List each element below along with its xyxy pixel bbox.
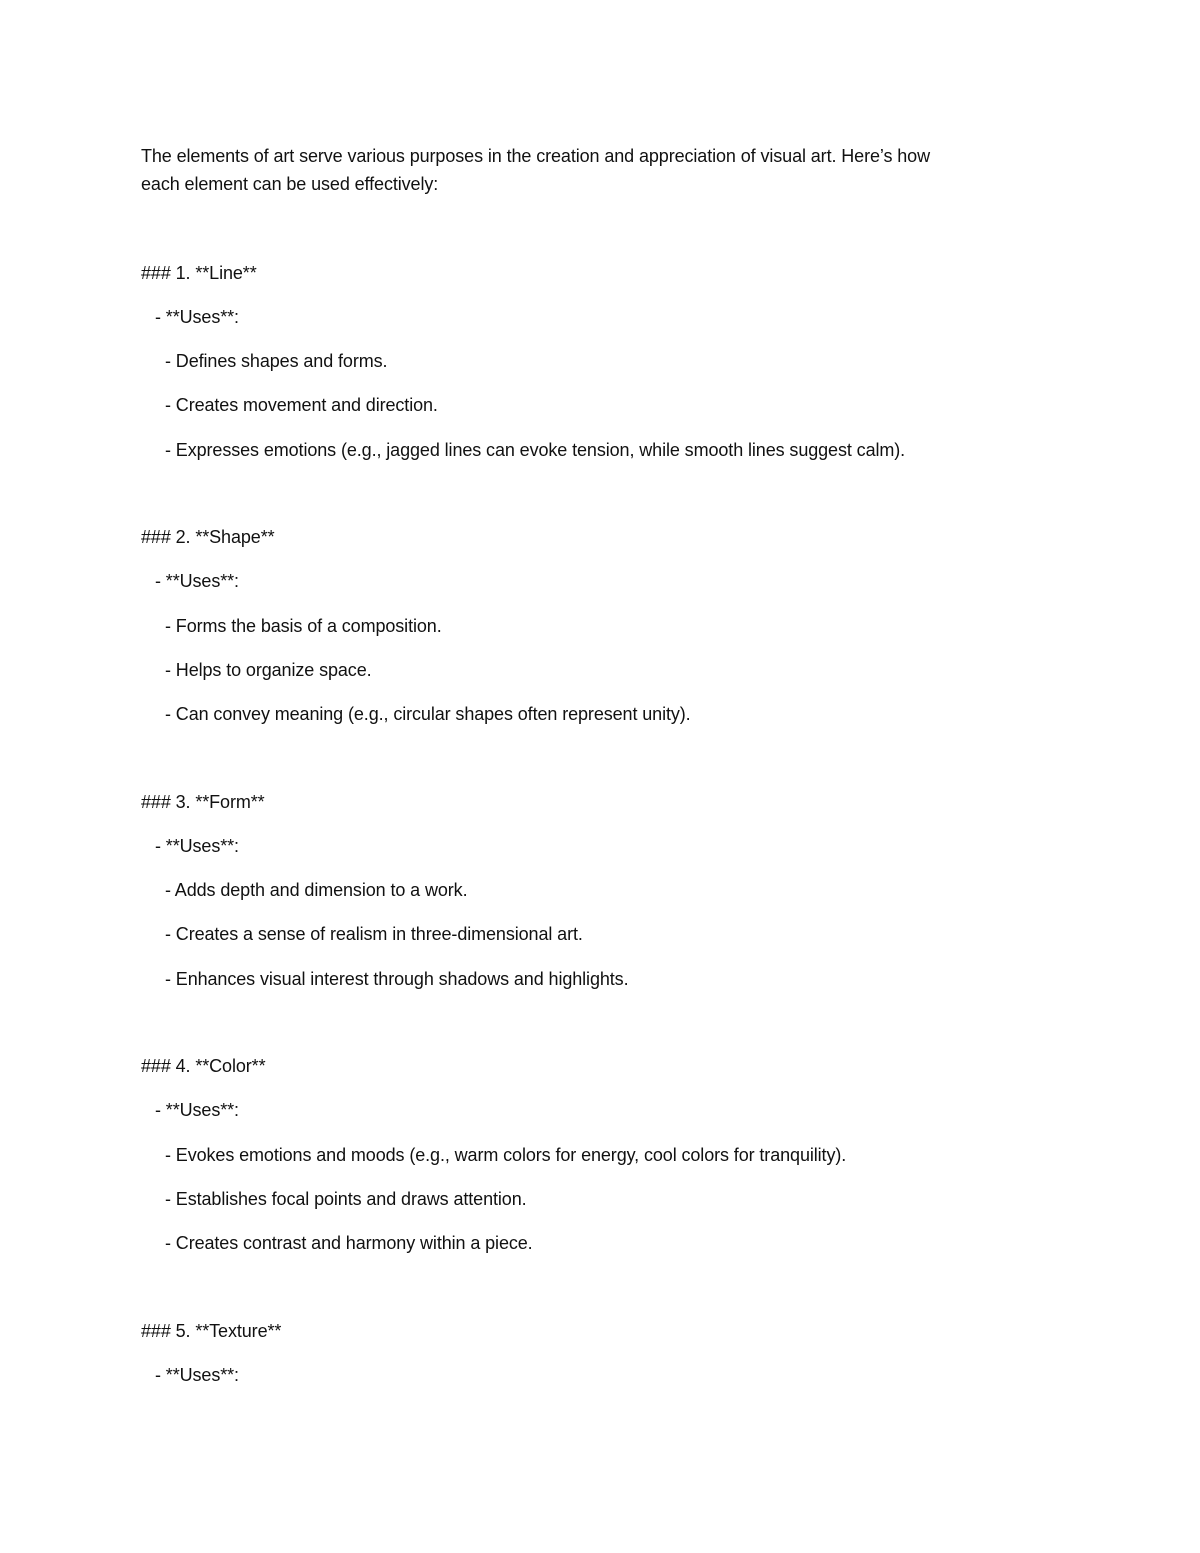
- list-item: - Evokes emotions and moods (e.g., warm colors for energy, cool colors for tranquility).: [165, 1145, 847, 1165]
- section-heading-texture: ### 5. **Texture**: [141, 1321, 282, 1341]
- section-uses-label: - **Uses**:: [155, 571, 239, 591]
- list-item: - Expresses emotions (e.g., jagged lines can evoke tension, while smooth lines suggest calm).: [165, 440, 906, 460]
- intro-line-2: each element can be used effectively:: [141, 174, 439, 194]
- list-item: - Can convey meaning (e.g., circular shapes often represent unity).: [165, 704, 691, 724]
- section-uses-label: - **Uses**:: [155, 1365, 239, 1385]
- section-heading-shape: ### 2. **Shape**: [141, 527, 275, 547]
- section-uses-label: - **Uses**:: [155, 1100, 239, 1120]
- intro-line-1: The elements of art serve various purposes in the creation and appreciation of visual art. Here’s how: [141, 146, 930, 166]
- list-item: - Defines shapes and forms.: [165, 351, 388, 371]
- section-heading-form: ### 3. **Form**: [141, 792, 265, 812]
- list-item: - Creates contrast and harmony within a piece.: [165, 1233, 533, 1253]
- section-heading-color: ### 4. **Color**: [141, 1056, 266, 1076]
- list-item: - Forms the basis of a composition.: [165, 616, 442, 636]
- list-item: - Adds depth and dimension to a work.: [165, 880, 468, 900]
- section-uses-label: - **Uses**:: [155, 307, 239, 327]
- list-item: - Helps to organize space.: [165, 660, 372, 680]
- list-item: - Enhances visual interest through shadows and highlights.: [165, 969, 629, 989]
- list-item: - Creates movement and direction.: [165, 395, 438, 415]
- section-heading-line: ### 1. **Line**: [141, 263, 257, 283]
- section-uses-label: - **Uses**:: [155, 836, 239, 856]
- list-item: - Creates a sense of realism in three-dimensional art.: [165, 924, 583, 944]
- list-item: - Establishes focal points and draws attention.: [165, 1189, 527, 1209]
